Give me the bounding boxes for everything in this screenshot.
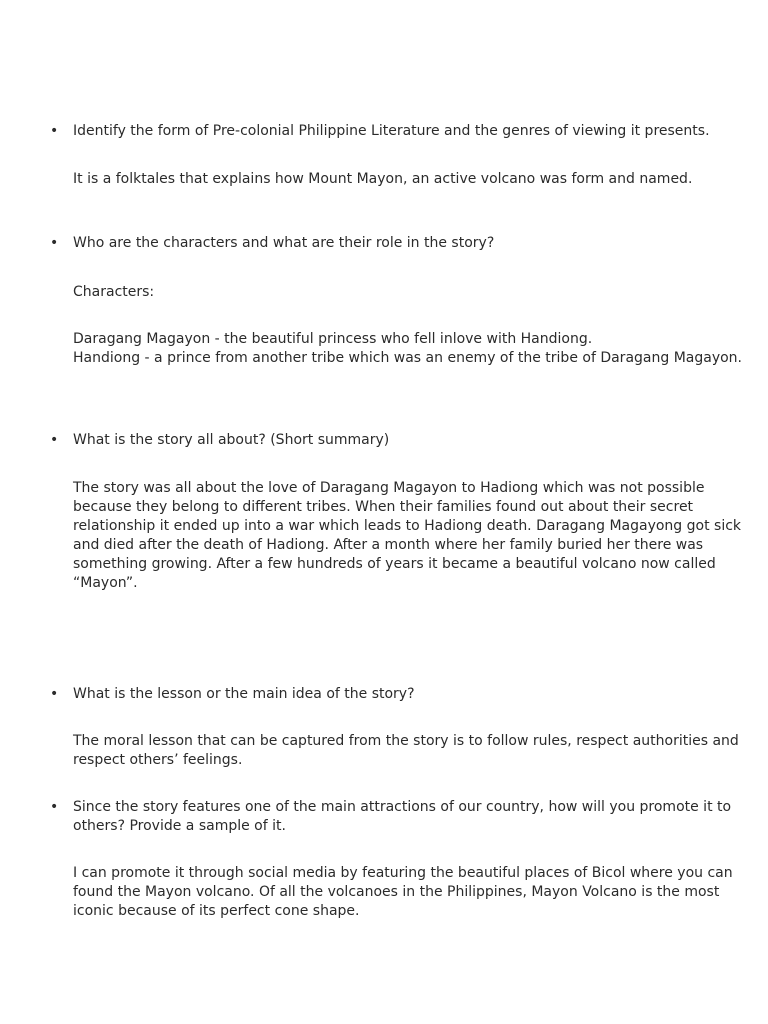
bullet-2: • (50, 235, 59, 251)
question-5 (73, 798, 732, 836)
bullet-1: • (50, 123, 59, 139)
answer-3-line: relationship it ended up into a war which leads to Hadiong death. Daragang Magayong got sick (73, 518, 742, 534)
question-4 (73, 685, 723, 704)
question-1 (73, 122, 723, 141)
answer-3-line: something growing. After a few hundreds of years it became a beautiful volcano now called (73, 556, 716, 572)
question-1-text: Identify the form of Pre-colonial Philippine Literature and the genres of viewing it presents. (73, 123, 710, 139)
answer-5 (73, 864, 733, 921)
question-2-text: Who are the characters and what are their role in the story? (73, 235, 495, 251)
answer-4-line: The moral lesson that can be captured from the story is to follow rules, respect authorities and (73, 733, 739, 749)
question-3-text: What is the story all about? (Short summary) (73, 432, 390, 448)
answer-3-line: “Mayon”. (73, 575, 138, 591)
character-line: Daragang Magayon - the beautiful princess who fell inlove with Handiong. (73, 331, 593, 347)
question-5-line: Since the story features one of the main attractions of our country, how will you promote it to (73, 799, 732, 815)
question-2 (73, 234, 723, 253)
question-4-text: What is the lesson or the main idea of the story? (73, 686, 415, 702)
characters-heading (73, 283, 723, 302)
answer-4-line: respect others’ feelings. (73, 752, 243, 768)
answer-5-line: I can promote it through social media by featuring the beautiful places of Bicol where you can (73, 865, 733, 881)
answer-3 (73, 479, 742, 593)
character-line: Handiong - a prince from another tribe which was an enemy of the tribe of Daragang Magayon. (73, 350, 742, 366)
answer-4 (73, 732, 739, 770)
question-5-line: others? Provide a sample of it. (73, 818, 286, 834)
bullet-4: • (50, 686, 59, 702)
answer-1-text: It is a folktales that explains how Mount Mayon, an active volcano was form and named. (73, 171, 693, 187)
characters-list (73, 330, 742, 368)
answer-1 (73, 170, 723, 189)
characters-heading-text: Characters: (73, 284, 155, 300)
bullet-3: • (50, 432, 59, 448)
answer-5-line: found the Mayon volcano. Of all the volcanoes in the Philippines, Mayon Volcano is the most (73, 884, 720, 900)
answer-3-line: because they belong to different tribes. When their families found out about their secret (73, 499, 694, 515)
answer-5-line: iconic because of its perfect cone shape. (73, 903, 360, 919)
bullet-5: • (50, 799, 59, 815)
question-3 (73, 431, 723, 450)
answer-3-line: and died after the death of Hadiong. After a month where her family buried her there was (73, 537, 704, 553)
answer-3-line: The story was all about the love of Daragang Magayon to Hadiong which was not possible (73, 480, 705, 496)
